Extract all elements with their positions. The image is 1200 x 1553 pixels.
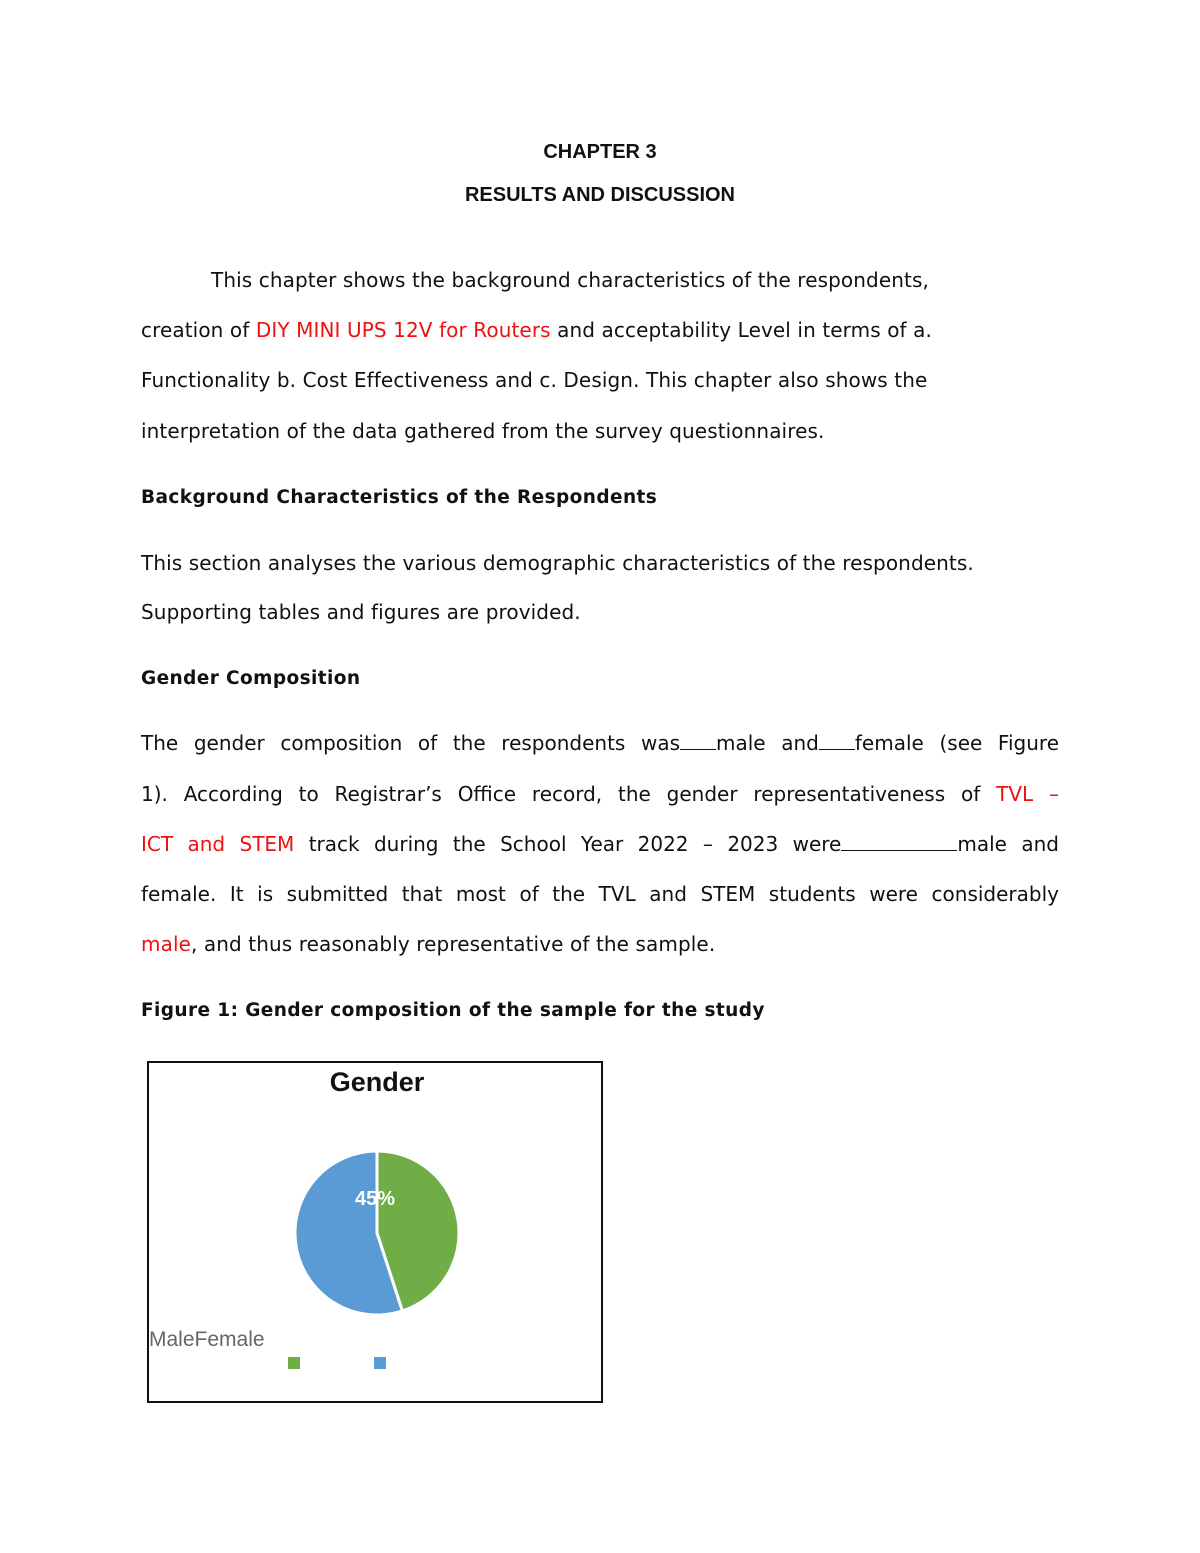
gender-line-3: [141, 832, 1059, 856]
gender-line-5-a: , and thus reasonably representative of the sample.: [191, 932, 716, 956]
pie-data-label: 45%: [354, 1188, 396, 1210]
intro-line-2: [141, 318, 932, 342]
section-heading-gender: Gender Composition: [141, 668, 361, 689]
track-highlight-2: ICT and STEM: [141, 832, 295, 856]
track-highlight-1: TVL –: [996, 782, 1059, 806]
gender-line-3-a: track during the School Year 2022 – 2023 were: [294, 832, 842, 856]
intro-line-2-post: and acceptability Level in terms of a.: [550, 318, 932, 342]
legend-swatch-male: [288, 1357, 300, 1369]
blank-male-count: [680, 733, 716, 750]
blank-registrar-count: [841, 834, 957, 851]
chart-legend-text: MaleFemale: [149, 1328, 265, 1351]
gender-pie-chart: [149, 1063, 601, 1401]
intro-line-4: interpretation of the data gathered from the survey questionnaires.: [141, 419, 825, 443]
gender-line-5: [141, 932, 715, 956]
figure-caption: Figure 1: Gender composition of the sample for the study: [141, 1000, 765, 1021]
gender-line-1-b: male and: [716, 731, 819, 755]
background-line-1: This section analyses the various demographic characteristics of the respondents.: [141, 551, 974, 575]
gender-line-2-a: 1). According to Registrar’s Office record, the gender representativeness of: [141, 782, 997, 806]
gender-line-1-a: The gender composition of the respondents was: [141, 731, 681, 755]
project-name-highlight: DIY MINI UPS 12V for Routers: [255, 318, 551, 342]
chapter-number: CHAPTER 3: [543, 141, 657, 163]
gender-line-1: [141, 731, 1059, 755]
intro-line-3: Functionality b. Cost Effectiveness and c. Design. This chapter also shows the: [141, 368, 928, 392]
gender-line-4: female. It is submitted that most of the TVL and STEM students were considerably: [141, 882, 1059, 906]
intro-line-2-pre: creation of: [141, 318, 256, 342]
gender-line-3-b: male and: [957, 832, 1059, 856]
chapter-title: RESULTS AND DISCUSSION: [464, 184, 736, 206]
section-heading-background: Background Characteristics of the Respondents: [141, 487, 658, 508]
chart-title: Gender: [329, 1067, 425, 1097]
background-line-2: Supporting tables and figures are provided.: [141, 600, 581, 624]
male-highlight: male: [141, 932, 191, 956]
blank-female-count: [819, 733, 855, 750]
gender-line-2: [141, 782, 1059, 806]
gender-line-1-c: female (see Figure: [854, 731, 1059, 755]
gender-chart: [147, 1061, 603, 1403]
legend-swatch-female: [374, 1357, 386, 1369]
intro-line-1: This chapter shows the background characteristics of the respondents,: [211, 268, 929, 292]
